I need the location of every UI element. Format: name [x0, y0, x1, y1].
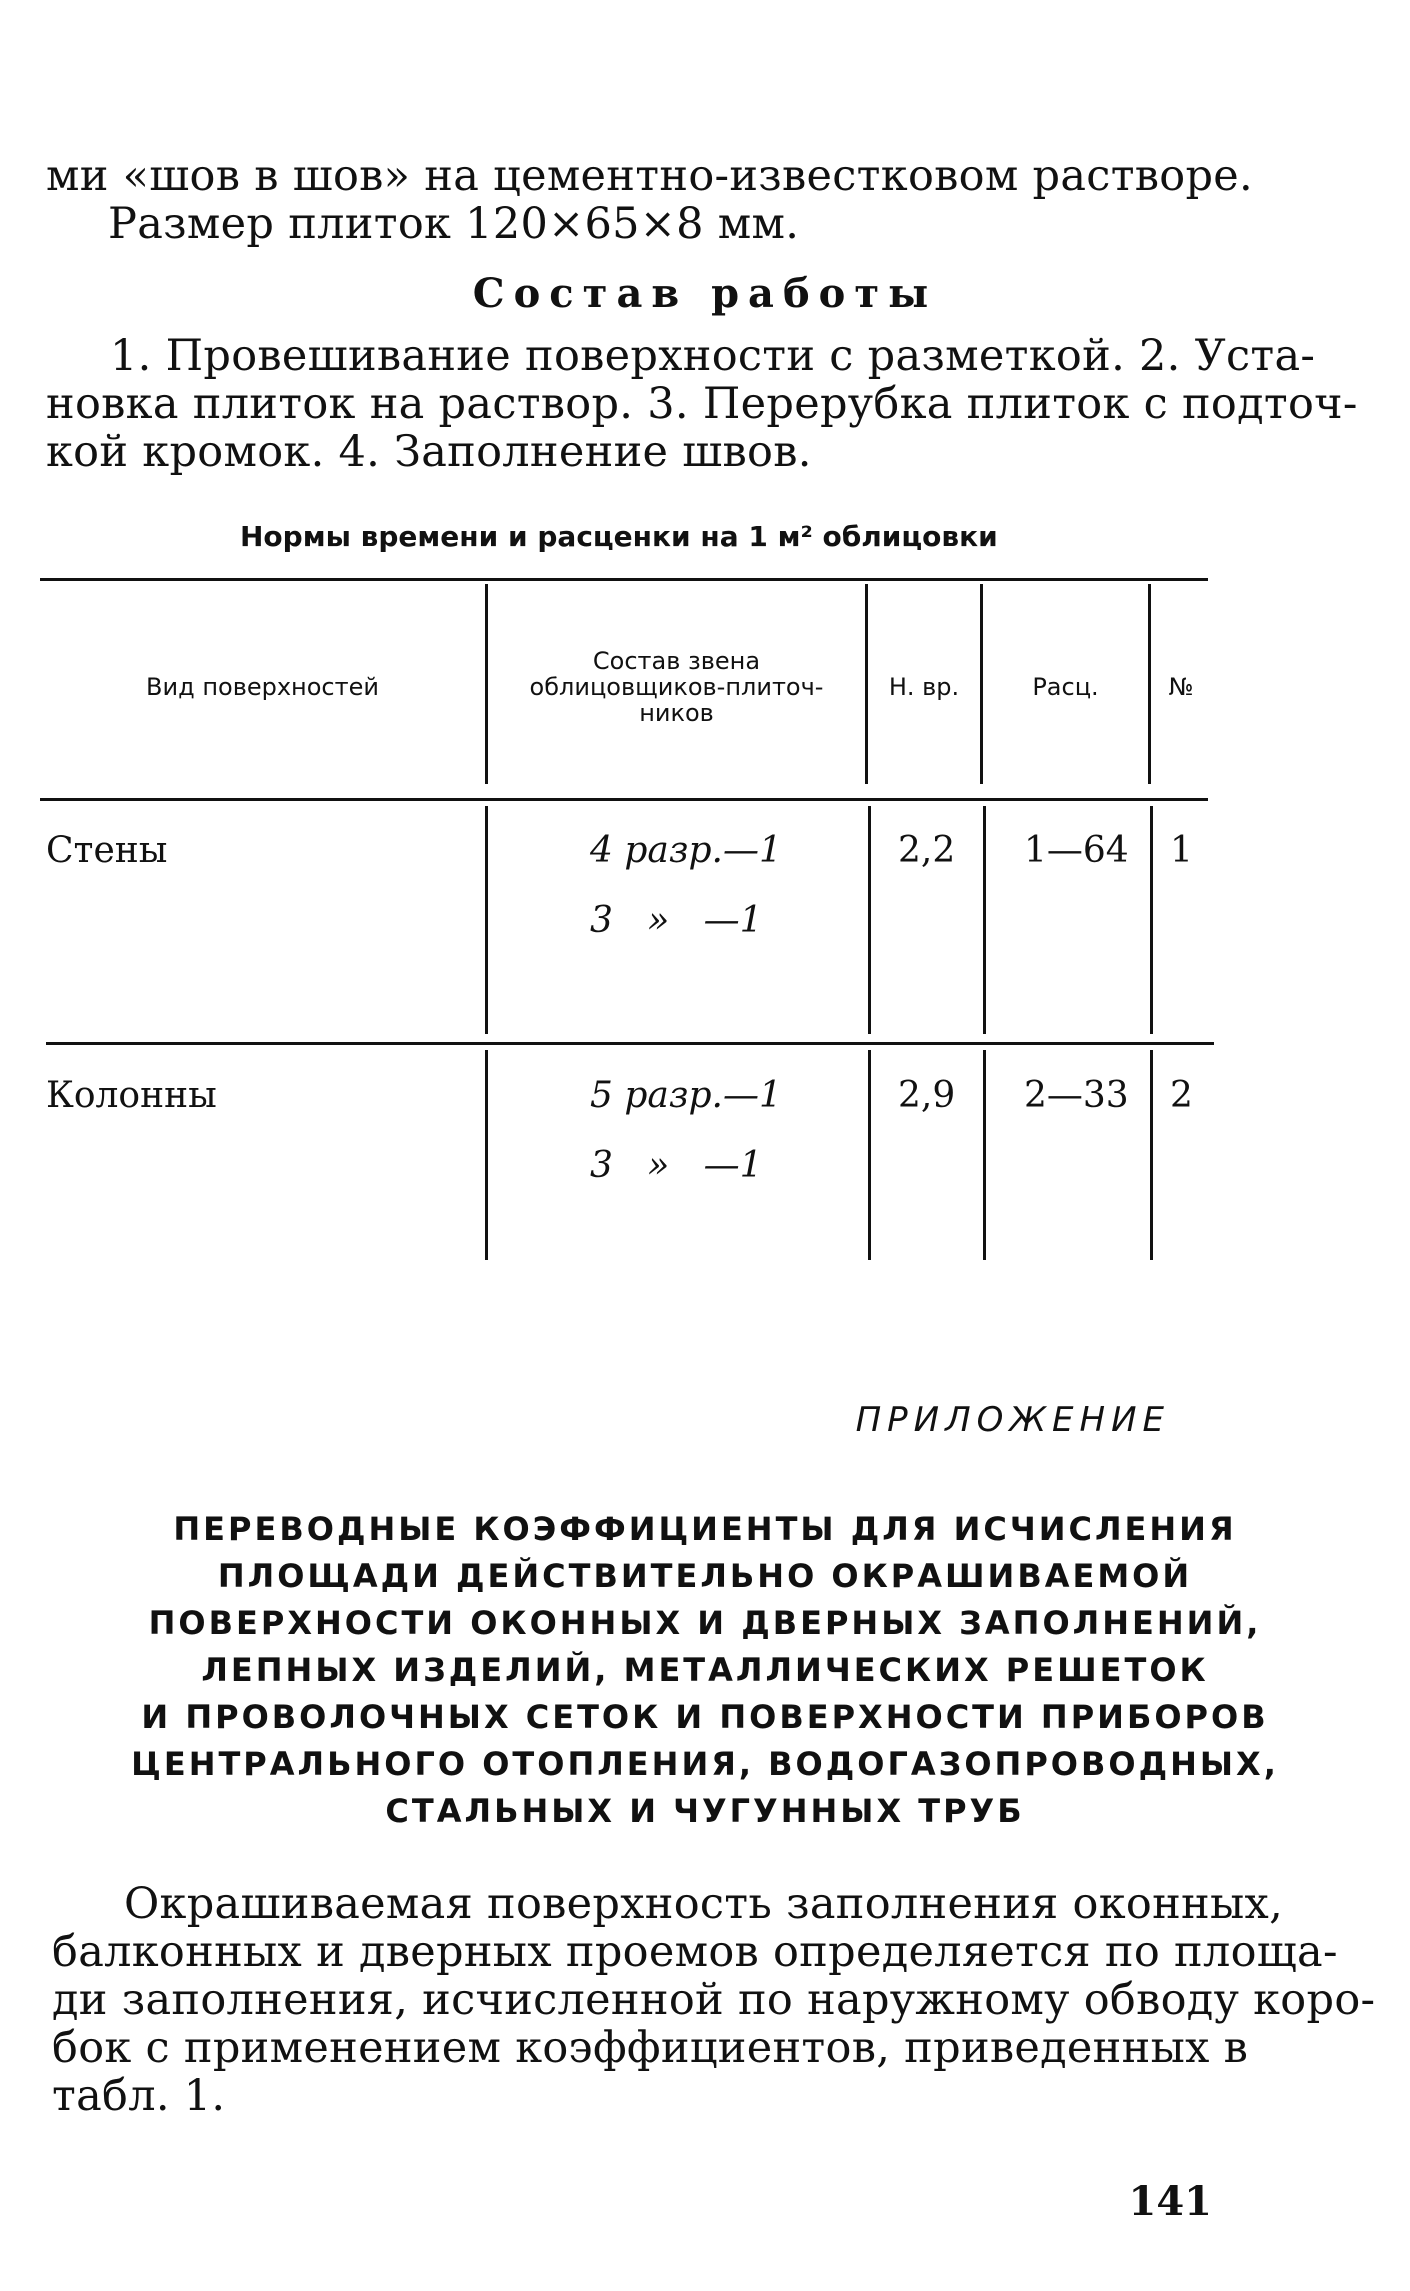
table-row-rule — [46, 1042, 1214, 1045]
appendix-title-line: ПЕРЕВОДНЫЕ КОЭФФИЦИЕНТЫ ДЛЯ ИСЧИСЛЕНИЯ — [173, 1510, 1237, 1548]
cell-time: 2,2 — [898, 830, 956, 871]
header-crew-line-2: облицовщиков-плиточ- — [529, 673, 824, 701]
norms-table-title: Нормы времени и расценки на 1 м² облицовки — [240, 520, 998, 553]
appendix-title-line: ЛЕПНЫХ ИЗДЕЛИЙ, МЕТАЛЛИЧЕСКИХ РЕШЕТОК — [201, 1651, 1209, 1689]
cell-time: 2,9 — [898, 1075, 956, 1116]
cell-crew-line-1: 4 разр.—1 — [590, 830, 782, 871]
table-top-rule — [40, 578, 1208, 581]
page-number: 141 — [1128, 2178, 1212, 2225]
appendix-title-line: СТАЛЬНЫХ И ЧУГУННЫХ ТРУБ — [385, 1792, 1025, 1830]
cell-surface: Колонны — [46, 1075, 217, 1116]
cell-num: 2 — [1170, 1075, 1193, 1116]
appendix-title-line: И ПРОВОЛОЧНЫХ СЕТОК И ПОВЕРХНОСТИ ПРИБОРОВ — [141, 1698, 1269, 1736]
col-divider — [868, 1050, 871, 1260]
header-num: № — [1168, 673, 1194, 701]
work-line-3: кой кромок. 4. Заполнение швов. — [46, 427, 812, 477]
header-crew-line-1: Состав звена — [592, 647, 761, 675]
intro-line-1: ми «шов в шов» на цементно-известковом растворе. — [46, 151, 1254, 201]
work-line-2: новка плиток на раствор. 3. Перерубка плиток с подточ- — [46, 379, 1358, 429]
work-section-heading: Состав работы — [472, 270, 938, 317]
col-divider — [485, 806, 488, 1034]
cell-crew-line-2: 3 » —1 — [590, 900, 763, 941]
appendix-title-line: ПЛОЩАДИ ДЕЙСТВИТЕЛЬНО ОКРАШИВАЕМОЙ — [217, 1557, 1193, 1595]
header-crew — [488, 648, 865, 726]
table-header-rule — [40, 798, 1208, 801]
cell-crew-line-2: 3 » —1 — [590, 1145, 763, 1186]
intro-line-2: Размер плиток 120×65×8 мм. — [108, 199, 800, 249]
col-divider — [1150, 1050, 1153, 1260]
paragraph-line: балконных и дверных проемов определяется по площа- — [52, 1927, 1338, 1977]
cell-num: 1 — [1170, 830, 1193, 871]
cell-crew-line-1: 5 разр.—1 — [590, 1075, 782, 1116]
col-divider — [868, 806, 871, 1034]
appendix-title-line: ПОВЕРХНОСТИ ОКОННЫХ И ДВЕРНЫХ ЗАПОЛНЕНИЙ, — [148, 1604, 1262, 1642]
col-divider — [1150, 806, 1153, 1034]
paragraph-line: бок с применением коэффициентов, приведенных в — [52, 2023, 1249, 2073]
paragraph-line: табл. 1. — [52, 2071, 226, 2121]
appendix-title-line: ЦЕНТРАЛЬНОГО ОТОПЛЕНИЯ, ВОДОГАЗОПРОВОДНЫХ, — [131, 1745, 1279, 1783]
cell-surface: Стены — [46, 830, 168, 871]
header-crew-line-3: ников — [639, 699, 714, 727]
header-price: Расц. — [1032, 673, 1099, 701]
col-divider — [485, 1050, 488, 1260]
cell-price: 1—64 — [1024, 830, 1129, 871]
col-divider — [983, 1050, 986, 1260]
cell-price: 2—33 — [1024, 1075, 1129, 1116]
header-time: Н. вр. — [888, 673, 960, 701]
col-divider — [983, 806, 986, 1034]
appendix-label: ПРИЛОЖЕНИЕ — [855, 1400, 1170, 1440]
paragraph-line: ди заполнения, исчисленной по наружному обводу коро- — [52, 1975, 1376, 2025]
header-surface: Вид поверхностей — [146, 673, 379, 701]
paragraph-line: Окрашиваемая поверхность заполнения оконных, — [124, 1879, 1284, 1929]
work-line-1: 1. Провешивание поверхности с разметкой. 2. Уста- — [110, 331, 1316, 381]
